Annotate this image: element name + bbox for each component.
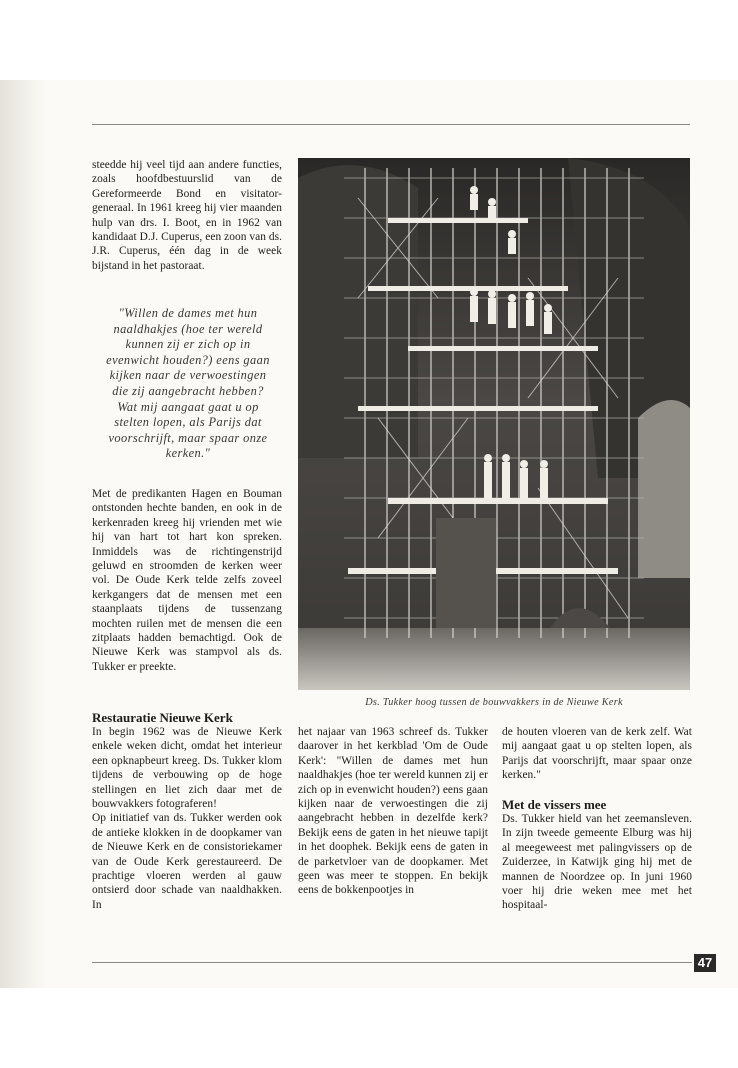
predikanten-paragraph: Met de predikanten Hagen en Bouman ontstonden hechte banden, en ook in de kerkenraden kreeg hij vrienden met wie hij van hart tot hart kon spreken. Inmiddels was de richtingenstrijd geluwd en stroomden de kerken weer vol. De Oude Kerk telde zelfs zoveel kerkgangers dat de mensen met een staanplaats tijdens de tussenzang mochten ruilen met de mensen die een zitplaats hadden bemachtigd. Ook de Nieuwe Kerk was stampvol als ds. Tukker er preekte. <box>92 488 282 673</box>
column-3-top <box>502 725 692 783</box>
column-3-bottom <box>502 812 692 913</box>
heading-vissers: Met de vissers mee <box>502 797 607 812</box>
intro-paragraph: steedde hij veel tijd aan andere functies, zoals hoofdbestuurslid van de Gereformeerde Bond en visitator-generaal. In 1961 kreeg hij vier maanden hulp van drs. I. Boot, en in 1962 van kandidaat D.J. Cuperus, een zoon van ds. J.R. Cuperus, één dag in de week bijstand in het pastoraat. <box>92 159 282 272</box>
pull-quote: "Willen de dames met hun naaldhakjes (hoe ter wereld kunnen zij er zich op in evenwicht houden?) eens gaan kijken naar de verwoestingen die zij aangebracht hebben? Wat mij aangaat gaat u op stelten lopen, als Parijs dat voorschrijft, maar spaar onze kerken." <box>106 306 270 461</box>
heading-restauratie: Restauratie Nieuwe Kerk <box>92 710 233 725</box>
header-rule <box>92 124 690 125</box>
church-window <box>638 400 690 578</box>
naaldhakjes-paragraph: het najaar van 1963 schreef ds. Tukker daarover in het kerkblad 'Om de Oude Kerk': "Willen de dames met hun naaldhakjes (hoe ter wereld kunnen zij er zich op in evenwicht houden?) eens gaan kijken naar de verwoestingen die zij aangebracht hebben in dezelfde kerk? Bekijk eens de gaten in het nieuwe tapijt in het doophek. Bekijk eens de gaten in de parketvloer van de doopkamer. Met geen was meer te stoppen. En bekijk eens de bokkenpootjes in <box>298 726 488 897</box>
restauratie-paragraph-2: Op initiatief van ds. Tukker werden ook de antieke klokken in de doopkamer van de Nieuwe Kerk en de consistoriekamer van de Oude Kerk gerestaureerd. De prachtige vloeren werden al gauw ontsierd door schade van naaldhakken. In <box>92 812 282 911</box>
scaffolding-photo <box>298 158 690 690</box>
column-1-middle <box>92 487 282 674</box>
page-number: 47 <box>694 954 716 972</box>
church-pillar <box>436 518 496 628</box>
column-2 <box>298 725 488 898</box>
column-1-intro <box>92 158 282 273</box>
column-1-bottom <box>92 725 282 912</box>
photo-caption: Ds. Tukker hoog tussen de bouwvakkers in de Nieuwe Kerk <box>365 697 623 708</box>
restauratie-paragraph-1: In begin 1962 was de Nieuwe Kerk enkele weken dicht, omdat het interieur een opknapbeurt kreeg. Ds. Tukker klom tijdens de verbouwing op de hoge stellingen en liet zich daar met de bouwvakkers fotograferen! <box>92 726 282 811</box>
vissers-paragraph: Ds. Tukker hield van het zeemansleven. In zijn tweede gemeente Elburg was hij al meegeweest met palingvissers op de Zuiderzee, in Katwijk ging hij met de mannen de Noordzee op. In juni 1960 voer hij drie weken mee met het hospitaal- <box>502 813 692 912</box>
page-gutter-shadow <box>0 80 46 988</box>
footer-rule <box>92 962 692 963</box>
kerken-paragraph: de houten vloeren van de kerk zelf. Wat mij aangaat gaat u op stelten lopen, als Parijs dat voorschrijft, maar spaar onze kerken." <box>502 726 692 782</box>
